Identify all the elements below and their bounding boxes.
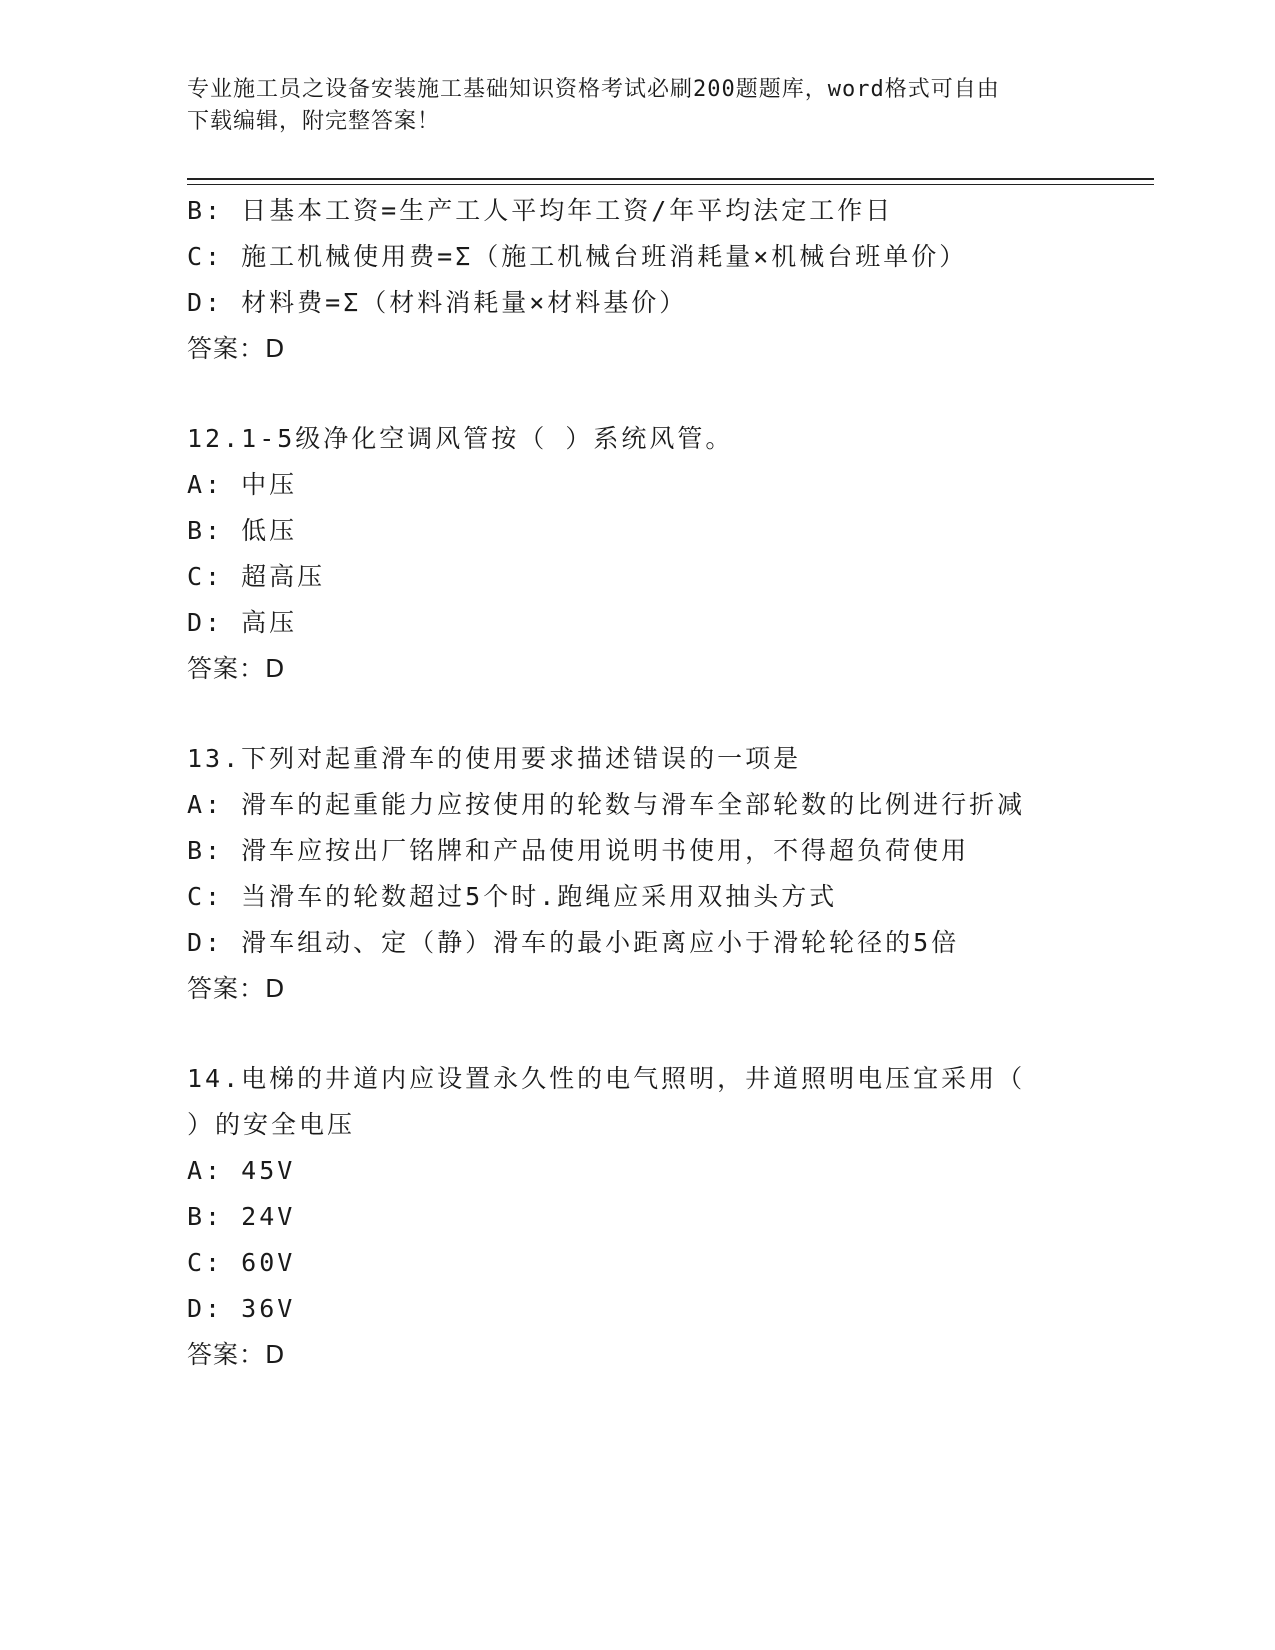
option-a: A: 滑车的起重能力应按使用的轮数与滑车全部轮数的比例进行折减 <box>187 790 1026 819</box>
option-d: D: 滑车组动、定（静）滑车的最小距离应小于滑轮轮径的5倍 <box>187 928 960 957</box>
answer-line: 答案：D <box>187 334 286 363</box>
header-title-line-2: 下载编辑，附完整答案！ <box>187 109 441 134</box>
answer-line: 答案：D <box>187 654 286 683</box>
question-stem: 12.1-5级净化空调风管按（ ）系统风管。 <box>187 424 734 453</box>
question-stem-line-2: ）的安全电压 <box>187 1110 356 1139</box>
option-c: C: 超高压 <box>187 562 326 591</box>
option-b: B: 滑车应按出厂铭牌和产品使用说明书使用，不得超负荷使用 <box>187 836 970 865</box>
answer-line: 答案：D <box>187 974 286 1003</box>
option-c: C: 施工机械使用费=Σ（施工机械台班消耗量×机械台班单价） <box>187 242 968 271</box>
question-11-continued <box>187 188 1147 372</box>
question-list <box>187 188 1147 1378</box>
question-13 <box>187 736 1147 1012</box>
question-stem-line-1: 14.电梯的井道内应设置永久性的电气照明，井道照明电压宜采用（ <box>187 1064 1026 1093</box>
answer-line: 答案：D <box>187 1340 286 1369</box>
question-14 <box>187 1056 1147 1378</box>
spacer <box>187 692 1147 736</box>
document-header <box>187 74 1087 138</box>
spacer <box>187 1012 1147 1056</box>
header-divider-thick <box>187 178 1154 180</box>
option-a: A: 中压 <box>187 470 298 499</box>
option-d: D: 材料费=Σ（材料消耗量×材料基价） <box>187 288 688 317</box>
question-12 <box>187 416 1147 692</box>
header-divider-thin <box>187 184 1154 185</box>
header-title-line-1: 专业施工员之设备安装施工基础知识资格考试必刷200题题库，word格式可自由 <box>187 77 1000 102</box>
option-c: C: 60V <box>187 1248 296 1277</box>
option-d: D: 高压 <box>187 608 298 637</box>
option-b: B: 24V <box>187 1202 296 1231</box>
option-c: C: 当滑车的轮数超过5个时.跑绳应采用双抽头方式 <box>187 882 838 911</box>
spacer <box>187 372 1147 416</box>
option-d: D: 36V <box>187 1294 296 1323</box>
question-stem: 13.下列对起重滑车的使用要求描述错误的一项是 <box>187 744 802 773</box>
option-b: B: 日基本工资=生产工人平均年工资/年平均法定工作日 <box>187 196 894 225</box>
option-b: B: 低压 <box>187 516 298 545</box>
option-a: A: 45V <box>187 1156 296 1185</box>
